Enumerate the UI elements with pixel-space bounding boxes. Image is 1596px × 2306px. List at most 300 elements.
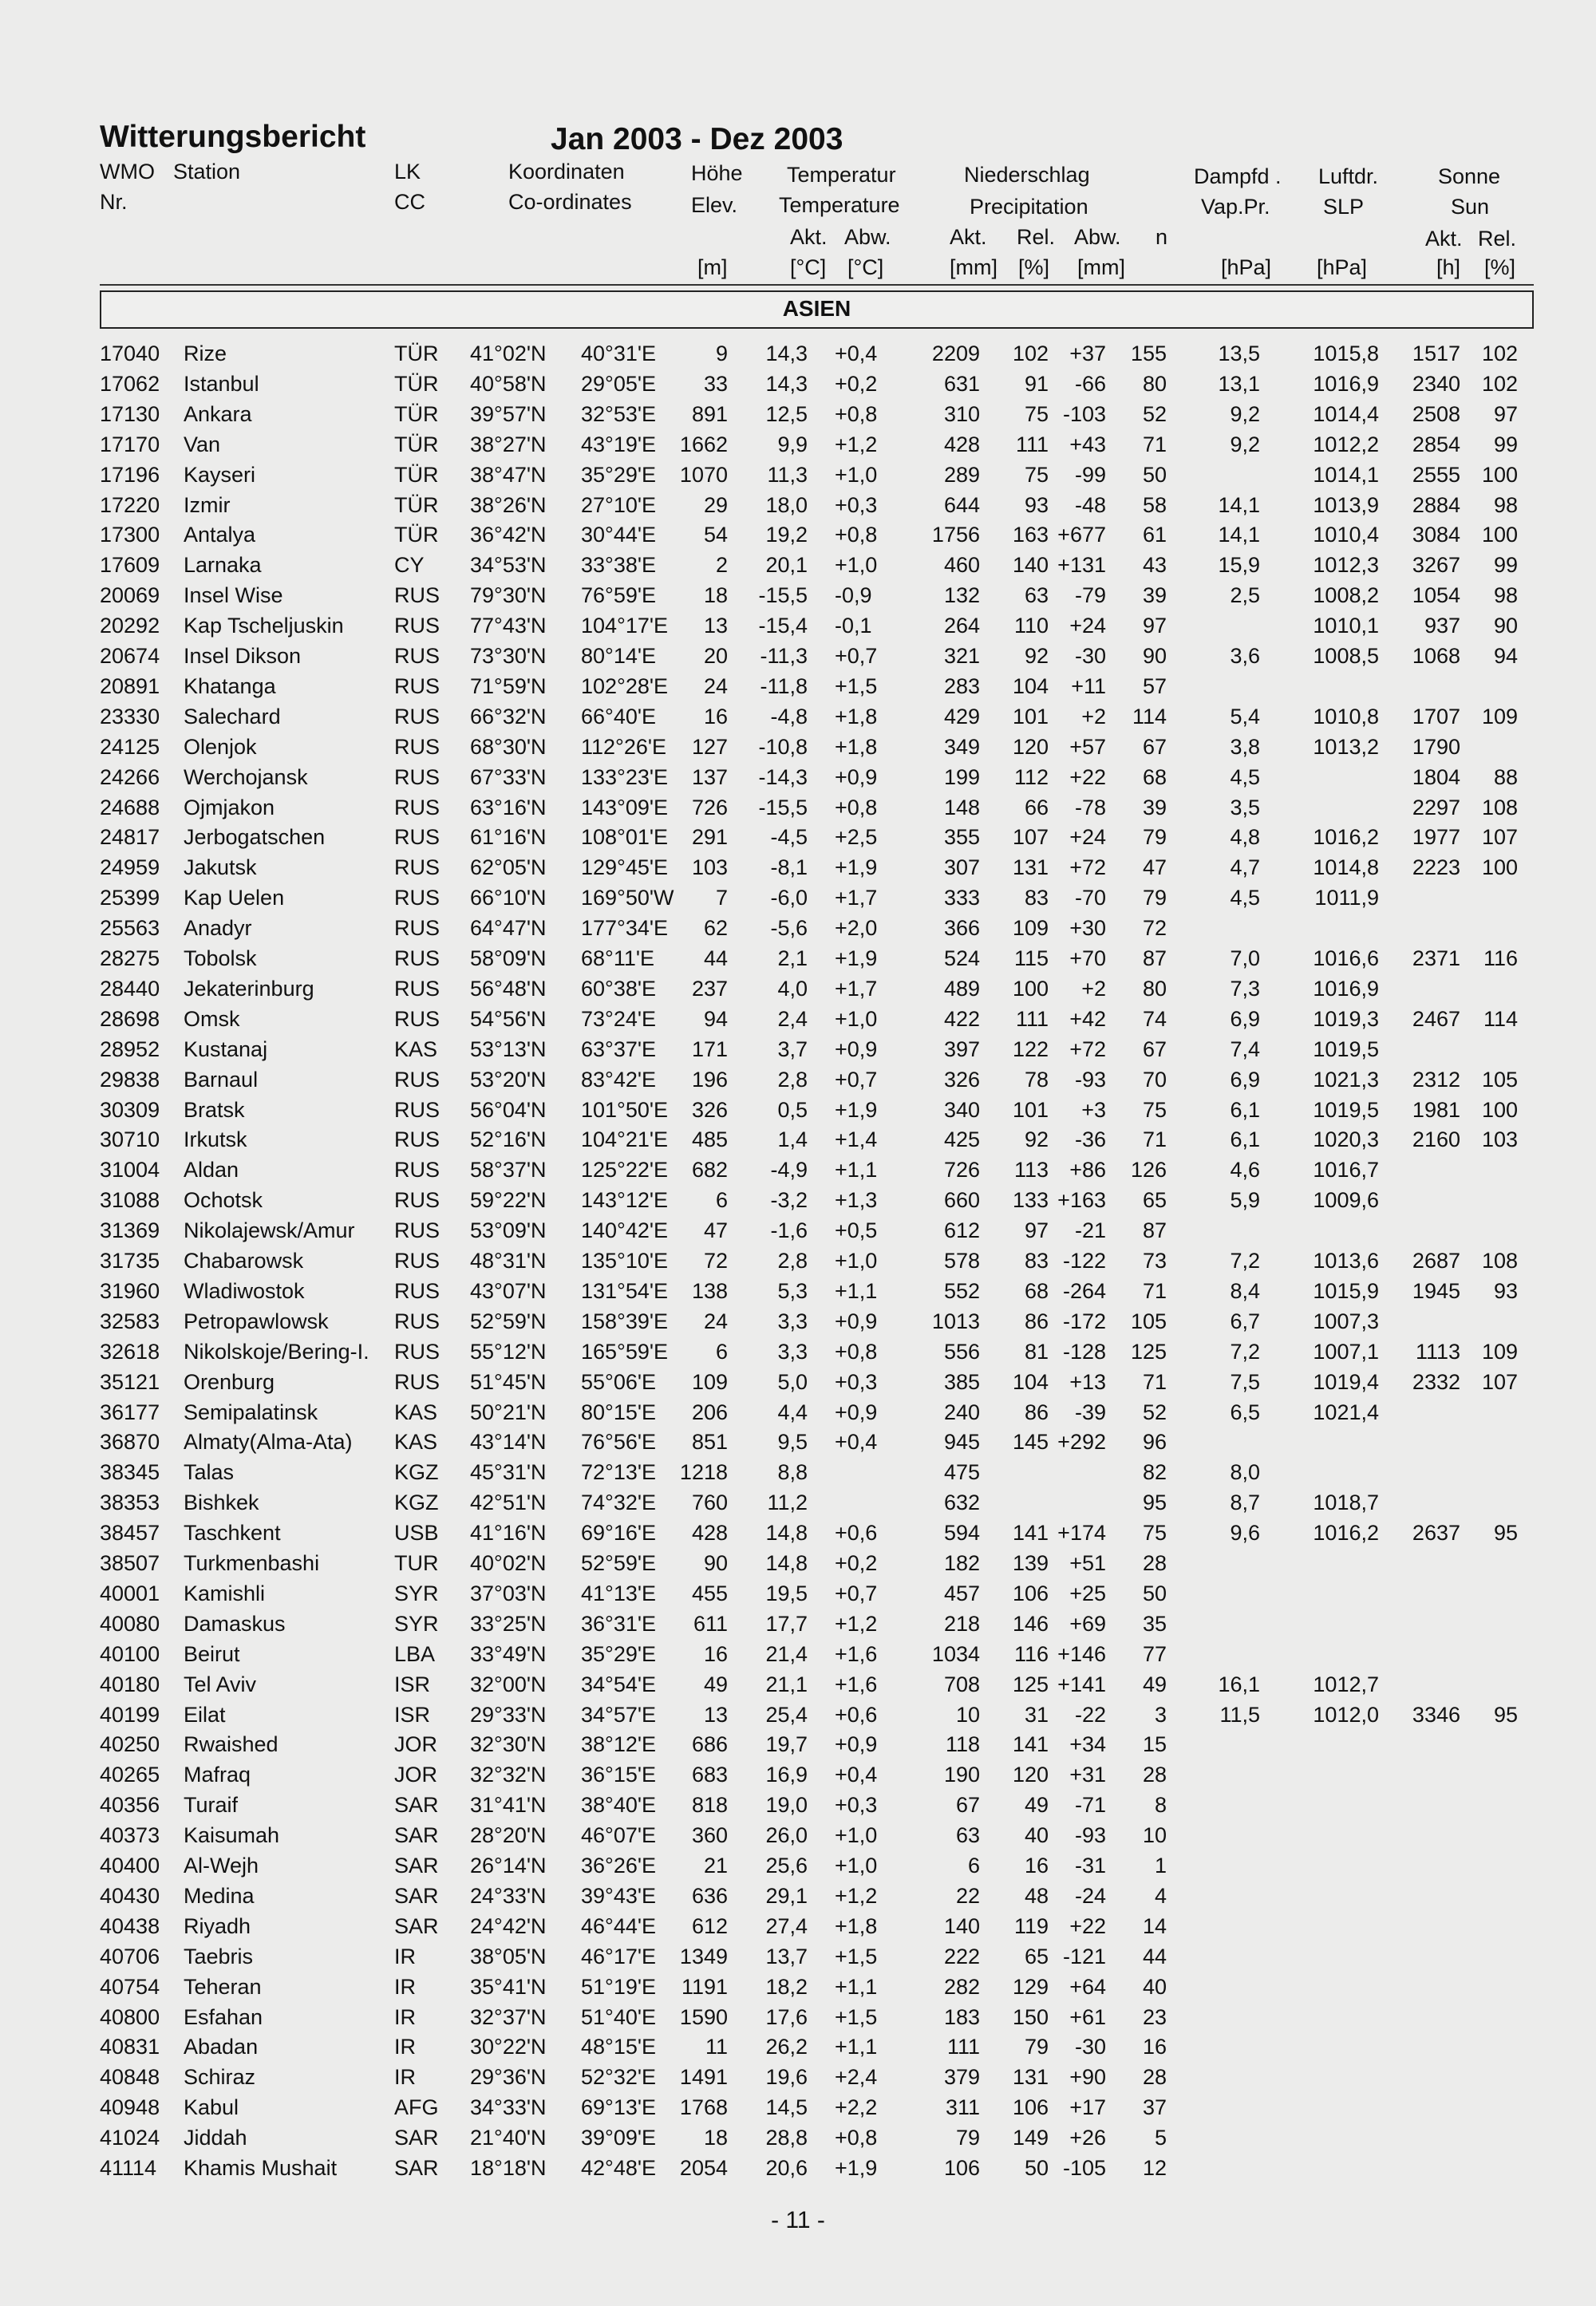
header-sonne: Sonne	[1438, 164, 1501, 188]
country-code: RUS	[394, 614, 440, 638]
country-code: RUS	[394, 825, 440, 850]
longitude: 34°54'E	[581, 1672, 657, 1696]
wmo-number: 25399	[100, 886, 160, 910]
precip-deviation: -122	[1062, 1249, 1106, 1273]
temp-deviation: +0,9	[835, 1400, 878, 1424]
precip-actual: 366	[943, 916, 980, 941]
table-row	[0, 2065, 1596, 2095]
sea-level-pressure: 1014,8	[1313, 855, 1379, 880]
report-period: Jan 2003 - Dez 2003	[551, 122, 843, 156]
country-code: KAS	[394, 1037, 438, 1061]
page-number: - 11 -	[771, 2207, 825, 2233]
latitude: 54°56'N	[470, 1006, 547, 1031]
wmo-number: 20292	[100, 614, 160, 638]
station-name: Bishkek	[184, 1491, 259, 1515]
elevation: 20	[703, 644, 728, 668]
longitude: 104°17'E	[581, 614, 669, 638]
precip-actual: 556	[943, 1339, 980, 1364]
precip-deviation: +131	[1057, 553, 1106, 578]
table-row	[0, 1491, 1596, 1521]
station-name: Izmir	[184, 492, 231, 517]
sunshine-relative: 107	[1481, 1369, 1518, 1394]
wmo-number: 30710	[100, 1127, 160, 1152]
sea-level-pressure: 1016,7	[1313, 1158, 1379, 1183]
elevation: 94	[703, 1006, 728, 1031]
wmo-number: 41114	[100, 2156, 157, 2180]
station-name: Insel Dikson	[184, 644, 302, 668]
station-name: Nikolskoje/Bering-I.	[184, 1339, 369, 1364]
temp-actual: 17,7	[765, 1611, 808, 1636]
precip-deviation: +2	[1081, 976, 1106, 1001]
sea-level-pressure: 1016,6	[1313, 946, 1379, 970]
longitude: 39°09'E	[581, 2126, 657, 2150]
wmo-number: 17300	[100, 523, 160, 547]
header-station: Station	[173, 160, 241, 184]
temp-actual: 19,7	[765, 1732, 808, 1757]
temp-actual: 2,1	[777, 946, 808, 970]
table-row	[0, 886, 1596, 916]
precip-deviation: +90	[1069, 2065, 1106, 2090]
sunshine-hours: 1113	[1415, 1339, 1460, 1364]
precip-days: 50	[1142, 1581, 1167, 1605]
temp-actual: 25,4	[765, 1702, 808, 1727]
table-row	[0, 402, 1596, 432]
precip-deviation: +34	[1069, 1732, 1106, 1757]
latitude: 56°48'N	[470, 976, 547, 1001]
temp-deviation: +0,4	[835, 1430, 878, 1455]
wmo-number: 24959	[100, 855, 160, 880]
temp-actual: 2,4	[777, 1006, 808, 1031]
precip-actual: 182	[943, 1551, 980, 1575]
wmo-number: 40180	[100, 1672, 160, 1696]
precip-relative: 106	[1012, 1581, 1049, 1605]
precip-days: 67	[1142, 734, 1167, 759]
precip-actual: 460	[943, 553, 980, 578]
precip-relative: 100	[1012, 976, 1049, 1001]
station-name: Semipalatinsk	[184, 1400, 318, 1424]
latitude: 50°21'N	[470, 1400, 547, 1424]
table-row	[0, 1521, 1596, 1551]
header-p-abw-unit: [mm]	[1077, 255, 1125, 279]
temp-deviation: +2,2	[835, 2095, 878, 2120]
table-row	[0, 342, 1596, 372]
sunshine-hours: 2555	[1412, 462, 1460, 487]
temp-deviation: +0,2	[835, 1551, 878, 1575]
wmo-number: 40948	[100, 2095, 160, 2120]
sea-level-pressure: 1015,9	[1313, 1278, 1379, 1303]
precip-actual: 218	[943, 1611, 980, 1636]
temp-deviation: +1,8	[835, 1913, 878, 1938]
sunshine-hours: 1804	[1412, 764, 1460, 789]
table-row	[0, 1430, 1596, 1460]
temp-actual: -10,8	[758, 734, 808, 759]
vapour-pressure: 7,2	[1230, 1249, 1260, 1273]
country-code: SAR	[394, 1854, 439, 1878]
precip-actual: 199	[943, 764, 980, 789]
precip-deviation: +64	[1069, 1974, 1106, 1999]
header-koordinaten: Koordinaten	[508, 160, 625, 184]
vapour-pressure: 4,8	[1230, 825, 1260, 850]
precip-actual: 132	[943, 583, 980, 608]
table-row	[0, 1068, 1596, 1098]
country-code: IR	[394, 2004, 416, 2029]
precip-days: 71	[1142, 1278, 1167, 1303]
table-row	[0, 977, 1596, 1007]
wmo-number: 40754	[100, 1974, 160, 1999]
longitude: 46°44'E	[581, 1913, 657, 1938]
temp-deviation: +1,1	[835, 2035, 878, 2059]
precip-days: 3	[1154, 1702, 1167, 1727]
header-precipitation: Precipitation	[970, 195, 1088, 219]
header-p-akt: Akt.	[950, 225, 987, 249]
country-code: RUS	[394, 673, 440, 698]
country-code: RUS	[394, 734, 440, 759]
header-luftdr: Luftdr.	[1318, 164, 1379, 188]
header-slp: SLP	[1323, 195, 1365, 219]
header-niederschlag: Niederschlag	[964, 163, 1090, 187]
temp-deviation: +0,4	[835, 342, 878, 365]
latitude: 53°13'N	[470, 1037, 547, 1061]
country-code: TÜR	[394, 342, 439, 365]
precip-deviation: +51	[1069, 1551, 1106, 1575]
table-row	[0, 1370, 1596, 1400]
precip-actual: 289	[943, 462, 980, 487]
precip-relative: 97	[1024, 1218, 1049, 1243]
temp-actual: 14,3	[765, 371, 808, 396]
station-name: Aldan	[184, 1158, 239, 1183]
temp-deviation: +1,1	[835, 1974, 878, 1999]
precip-actual: 429	[943, 704, 980, 729]
longitude: 51°40'E	[581, 2004, 657, 2029]
latitude: 31°41'N	[470, 1793, 547, 1818]
country-code: RUS	[394, 1067, 440, 1092]
country-code: SAR	[394, 1793, 439, 1818]
longitude: 133°23'E	[581, 764, 669, 789]
precip-days: 47	[1142, 855, 1167, 880]
sea-level-pressure: 1018,7	[1313, 1491, 1379, 1515]
precip-deviation: -71	[1074, 1793, 1106, 1818]
precip-relative: 163	[1012, 523, 1049, 547]
precip-relative: 93	[1024, 492, 1049, 517]
header-t-abw-unit: [°C]	[847, 255, 884, 279]
precip-actual: 183	[943, 2004, 980, 2029]
latitude: 30°22'N	[470, 2035, 547, 2059]
sunshine-relative: 108	[1481, 1249, 1518, 1273]
table-row	[0, 1945, 1596, 1975]
wmo-number: 24266	[100, 764, 160, 789]
wmo-number: 40848	[100, 2065, 160, 2090]
temp-deviation: +0,2	[835, 371, 878, 396]
precip-days: 71	[1142, 1127, 1167, 1152]
header-vappr: Vap.Pr.	[1201, 195, 1270, 219]
precip-relative: 83	[1024, 1249, 1049, 1273]
precip-days: 95	[1142, 1491, 1167, 1515]
temp-actual: 14,3	[765, 342, 808, 365]
temp-deviation: +1,8	[835, 704, 878, 729]
station-name: Kamishli	[184, 1581, 266, 1605]
vapour-pressure: 4,6	[1230, 1158, 1260, 1183]
sea-level-pressure: 1015,8	[1313, 342, 1379, 365]
temp-actual: -11,8	[760, 673, 808, 698]
precip-deviation: +57	[1069, 734, 1106, 759]
elevation: 7	[715, 886, 728, 910]
latitude: 58°37'N	[470, 1158, 547, 1183]
precip-days: 61	[1142, 523, 1167, 547]
temp-deviation: +0,6	[835, 1521, 878, 1546]
vapour-pressure: 7,3	[1230, 976, 1260, 1001]
precip-actual: 355	[943, 825, 980, 850]
country-code: ISR	[394, 1702, 431, 1727]
elevation: 1218	[679, 1460, 728, 1485]
temp-actual: -4,8	[770, 704, 808, 729]
precip-deviation: -36	[1074, 1127, 1106, 1152]
precip-relative: 81	[1024, 1339, 1049, 1364]
elevation: 127	[691, 734, 728, 759]
precip-days: 50	[1142, 462, 1167, 487]
sunshine-relative: 98	[1493, 583, 1518, 608]
sunshine-relative: 88	[1493, 764, 1518, 789]
country-code: TUR	[394, 1551, 439, 1575]
temp-actual: 17,6	[765, 2004, 808, 2029]
wmo-number: 40080	[100, 1611, 160, 1636]
country-code: IR	[394, 2035, 416, 2059]
table-row	[0, 1672, 1596, 1703]
temp-actual: 26,0	[765, 1823, 808, 1848]
latitude: 24°42'N	[470, 1913, 547, 1938]
precip-relative: 145	[1012, 1430, 1049, 1455]
precip-relative: 101	[1012, 704, 1049, 729]
precip-relative: 48	[1024, 1883, 1049, 1908]
header-dampfd: Dampfd .	[1194, 164, 1282, 188]
precip-days: 28	[1142, 1551, 1167, 1575]
precip-actual: 148	[943, 795, 980, 819]
longitude: 76°56'E	[581, 1430, 657, 1455]
temp-deviation: +1,2	[835, 1883, 878, 1908]
precip-relative: 139	[1012, 1551, 1049, 1575]
station-name: Istanbul	[184, 371, 259, 396]
table-row	[0, 1823, 1596, 1854]
header-t-abw: Abw.	[844, 225, 891, 249]
wmo-number: 17040	[100, 342, 160, 365]
sunshine-relative: 102	[1481, 342, 1518, 365]
temp-deviation: +1,9	[835, 1097, 878, 1122]
longitude: 52°59'E	[581, 1551, 657, 1575]
elevation: 24	[703, 1309, 728, 1333]
table-row	[0, 1854, 1596, 1884]
longitude: 69°16'E	[581, 1521, 657, 1546]
elevation: 18	[703, 2126, 728, 2150]
country-code: TÜR	[394, 432, 439, 456]
precip-days: 125	[1130, 1339, 1167, 1364]
precip-actual: 222	[943, 1944, 980, 1968]
temp-deviation: +1,2	[835, 1611, 878, 1636]
elevation: 726	[691, 795, 728, 819]
latitude: 67°33'N	[470, 764, 547, 789]
latitude: 51°45'N	[470, 1369, 547, 1394]
precip-days: 1	[1154, 1854, 1167, 1878]
temp-actual: -3,2	[770, 1188, 808, 1213]
table-row	[0, 1098, 1596, 1128]
precip-days: 58	[1142, 492, 1167, 517]
station-name: Barnaul	[184, 1067, 259, 1092]
station-name: Kap Uelen	[184, 886, 285, 910]
table-row	[0, 1037, 1596, 1068]
temp-actual: 18,2	[765, 1974, 808, 1999]
header-divider	[100, 284, 1534, 286]
station-name: Kustanaj	[184, 1037, 268, 1061]
header-elev: Elev.	[691, 193, 738, 217]
longitude: 51°19'E	[581, 1974, 657, 1999]
elevation: 49	[703, 1672, 728, 1696]
sea-level-pressure: 1016,2	[1313, 1521, 1379, 1546]
latitude: 73°30'N	[470, 644, 547, 668]
latitude: 38°27'N	[470, 432, 547, 456]
temp-actual: 8,8	[777, 1460, 808, 1485]
wmo-number: 40706	[100, 1944, 160, 1968]
precip-days: 96	[1142, 1430, 1167, 1455]
table-row	[0, 2035, 1596, 2065]
precip-days: 97	[1142, 614, 1167, 638]
vapour-pressure: 3,8	[1230, 734, 1260, 759]
latitude: 40°58'N	[470, 371, 547, 396]
temp-deviation: +0,5	[835, 1218, 878, 1243]
elevation: 6	[715, 1188, 728, 1213]
temp-actual: 16,9	[765, 1763, 808, 1787]
header-wmo: WMO	[100, 160, 155, 184]
precip-relative: 68	[1024, 1278, 1049, 1303]
vapour-pressure: 5,9	[1230, 1188, 1260, 1213]
latitude: 53°20'N	[470, 1067, 547, 1092]
temp-actual: 19,2	[765, 523, 808, 547]
precip-days: 65	[1142, 1188, 1167, 1213]
elevation: 138	[691, 1278, 728, 1303]
country-code: RUS	[394, 644, 440, 668]
elevation: 90	[703, 1551, 728, 1575]
table-row	[0, 916, 1596, 946]
temp-deviation: +1,5	[835, 673, 878, 698]
station-name: Kayseri	[184, 462, 256, 487]
sunshine-hours: 2160	[1412, 1127, 1460, 1152]
precip-actual: 79	[955, 2126, 980, 2150]
precip-days: 87	[1142, 946, 1167, 970]
temp-deviation: -0,9	[835, 583, 872, 608]
temp-actual: -14,3	[758, 764, 808, 789]
sea-level-pressure: 1019,4	[1313, 1369, 1379, 1394]
temp-actual: -6,0	[770, 886, 808, 910]
temp-actual: 19,0	[765, 1793, 808, 1818]
temp-actual: -8,1	[770, 855, 808, 880]
temp-actual: 5,0	[777, 1369, 808, 1394]
station-name: Esfahan	[184, 2004, 263, 2029]
sunshine-hours: 2467	[1412, 1006, 1460, 1031]
precip-actual: 631	[943, 371, 980, 396]
sea-level-pressure: 1012,0	[1313, 1702, 1379, 1727]
precip-relative: 83	[1024, 886, 1049, 910]
table-row	[0, 553, 1596, 583]
temp-actual: 13,7	[765, 1944, 808, 1968]
temp-deviation: +0,8	[835, 1339, 878, 1364]
temp-deviation: +0,3	[835, 1793, 878, 1818]
country-code: SYR	[394, 1581, 439, 1605]
precip-deviation: -22	[1074, 1702, 1106, 1727]
country-code: ISR	[394, 1672, 431, 1696]
latitude: 59°22'N	[470, 1188, 547, 1213]
precip-days: 114	[1132, 704, 1167, 729]
sunshine-relative: 99	[1493, 432, 1518, 456]
sunshine-hours: 1945	[1412, 1278, 1460, 1303]
precip-actual: 1013	[931, 1309, 980, 1333]
longitude: 72°13'E	[581, 1460, 657, 1485]
latitude: 38°47'N	[470, 462, 547, 487]
precip-deviation: +61	[1069, 2004, 1106, 2029]
table-row	[0, 614, 1596, 644]
temp-deviation: +0,7	[835, 644, 878, 668]
elevation: 612	[691, 1913, 728, 1938]
longitude: 101°50'E	[581, 1097, 669, 1122]
table-row	[0, 1975, 1596, 2005]
wmo-number: 17062	[100, 371, 160, 396]
country-code: LBA	[394, 1641, 436, 1666]
vapour-pressure: 6,9	[1230, 1006, 1260, 1031]
longitude: 36°15'E	[581, 1763, 657, 1787]
latitude: 38°26'N	[470, 492, 547, 517]
country-code: JOR	[394, 1732, 437, 1757]
header-vap-unit: [hPa]	[1221, 255, 1272, 279]
station-name: Olenjok	[184, 734, 257, 759]
station-name: Irkutsk	[184, 1127, 247, 1152]
temp-deviation: +1,6	[835, 1641, 878, 1666]
station-name: Damaskus	[184, 1611, 286, 1636]
header-t-akt-unit: [°C]	[790, 255, 827, 279]
precip-relative: 146	[1012, 1611, 1049, 1636]
sunshine-relative: 90	[1493, 614, 1518, 638]
vapour-pressure: 9,6	[1230, 1521, 1260, 1546]
sunshine-hours: 1054	[1412, 583, 1460, 608]
precip-relative: 16	[1024, 1854, 1049, 1878]
precip-relative: 133	[1012, 1188, 1049, 1213]
longitude: 143°09'E	[581, 795, 669, 819]
country-code: RUS	[394, 795, 440, 819]
precip-relative: 112	[1013, 764, 1049, 789]
elevation: 18	[703, 583, 728, 608]
station-name: Talas	[184, 1460, 235, 1485]
precip-deviation: +24	[1069, 614, 1106, 638]
latitude: 36°42'N	[470, 523, 547, 547]
precip-actual: 190	[943, 1763, 980, 1787]
country-code: KAS	[394, 1400, 438, 1424]
sunshine-hours: 1068	[1412, 644, 1460, 668]
country-code: JOR	[394, 1763, 437, 1787]
longitude: 32°53'E	[581, 401, 657, 426]
sea-level-pressure: 1019,5	[1313, 1037, 1379, 1061]
wmo-number: 17609	[100, 553, 160, 578]
precip-relative: 111	[1015, 432, 1049, 456]
elevation: 13	[703, 1702, 728, 1727]
latitude: 48°31'N	[470, 1249, 547, 1273]
country-code: RUS	[394, 886, 440, 910]
station-name: Teheran	[184, 1974, 262, 1999]
temp-actual: 18,0	[765, 492, 808, 517]
header-hoehe: Höhe	[691, 161, 743, 185]
wmo-number: 40265	[100, 1763, 160, 1787]
sunshine-hours: 1790	[1412, 734, 1460, 759]
wmo-number: 40400	[100, 1854, 160, 1878]
vapour-pressure: 4,7	[1230, 855, 1260, 880]
elevation: 237	[691, 976, 728, 1001]
precip-days: 82	[1142, 1460, 1167, 1485]
precip-actual: 660	[943, 1188, 980, 1213]
longitude: 46°17'E	[581, 1944, 657, 1968]
